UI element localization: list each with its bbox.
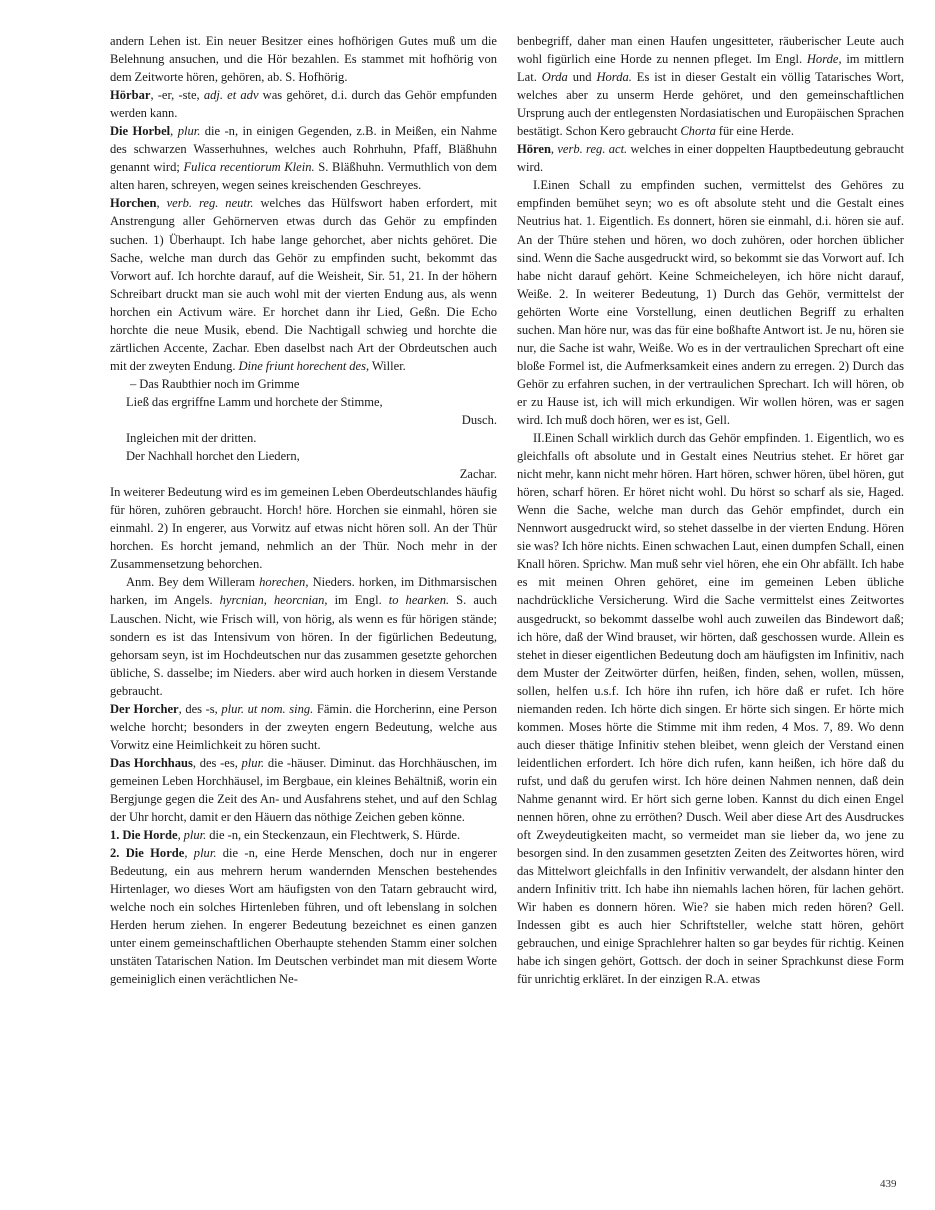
verse-quotation-dusch bbox=[110, 375, 497, 429]
entry-horcher: Der Horcher, des -s, plur. ut nom. sing. Fämin. die Horcherinn, eine Person welche horcht; besonders in der zweyten engern Bedeutung, welche aus Vorwitz eine Heimlichkeit zu hören sucht. bbox=[110, 701, 498, 752]
entry-hofhoerig-continuation: andern Lehen ist. Ein neuer Besitzer eines hofhörigen Gutes muß um die Belehnung ansuchen, und die Hör bezahlen. Es stammet mit hofhörig von dem Zeitworte hören, gehören, ab. S. Hofhörig. bbox=[110, 34, 497, 85]
grammar-label: plur. bbox=[183, 828, 207, 843]
verse-line: Der Nachhall horchet den Liedern, bbox=[126, 449, 300, 464]
verse-line: Ließ das ergriffne Lamm und horchete der Stimme, bbox=[126, 394, 383, 409]
verse-line: – Das Raubthier noch im Grimme bbox=[130, 376, 300, 391]
entry-horchen: Horchen, verb. reg. neutr. welches das Hülfswort haben erfordert, mit Anstrengung aller Gehörnerven etwas durch das Gehör zu empfinden suchen. 1) Überhaupt. Ich habe lange gehorchet, aber nichts gehöret. Die Sache, welche man durch das Gehör zu empfinden sucht, bekommt das Vorwort auf. Ich horchte darauf, auf die Weisheit, Sir. 51, 21. In der höhern Schreibart druckt man sie auch wohl mit der vierten Endung aus, als wenn horchen ein Activum wäre. Er horchet dann ihr Lied, Geßn. Die Echo horchte die neue Musik, ebend. Die Nachtigall schwieg und horchte die zärtlichen Accente, Zachar. Eben daselbst nach Art der Obrdeutschen auch mit der zweyten Endung. Dine friunt horechent des, Willer. bbox=[110, 196, 497, 373]
headword: Das Horchhaus bbox=[110, 755, 193, 770]
headword: Hörbar bbox=[110, 88, 151, 103]
headword: Der Horcher bbox=[110, 701, 179, 716]
verse-quotation-zachar bbox=[110, 447, 497, 483]
headword: 1. Die Horde bbox=[110, 828, 178, 843]
verse-attribution: Dusch. bbox=[461, 412, 497, 427]
headword: 2. Die Horde bbox=[110, 846, 185, 861]
verse-attribution: Zachar. bbox=[459, 467, 497, 482]
grammar-label: plur. bbox=[241, 755, 265, 770]
page-number: 439 bbox=[880, 1178, 897, 1190]
verse-intro-line: Ingleichen mit der dritten. bbox=[126, 431, 257, 446]
entry-horde-2-continuation: benbegriff, daher man einen Haufen ungesitteter, räuberischer Leute auch wohl figürlich eine Horde zu nennen pfleget. Im Engl. Horde, im mittlern Lat. Orda und Horda. Es ist in dieser Gestalt ein völlig Tatarisches Wort, welches aber zu unserm Herde gehöret, und den gemeinschaftlichen Ursprung auch der entlegensten Nordasiatischen und Europäischen Sprachen bestätigt. Schon Kero gebraucht Chorta für eine Herde. bbox=[517, 34, 905, 139]
entry-horchen-continuation: In weiterer Bedeutung wird es im gemeinen Leben Oberdeutschlandes häufig für hören, zuhören gebraucht. Horch! höre. Horchen sie einmahl, hören sie einmahl. 2) In engerer, aus Vorwitz auf etwas nicht hören soll. An der Thür horchen. Es horcht jemand, nehmlich an der Thür. Noch mehr in der Zusammensetzung behorchen. bbox=[110, 485, 497, 572]
entry-hoeren: Hören, verb. reg. act. welches in einer doppelten Hauptbedeutung gebraucht wird. bbox=[517, 142, 904, 175]
latin-name: Fulica recentiorum Klein. bbox=[183, 160, 315, 175]
entry-horchen-note: Anm. Bey dem Willeram horechen, Nieders. horken, im Dithmarsischen harken, im Angels. hyrcnian, heorcnian, im Engl. to hearken. S. auch Lauschen. Nicht, wie Frisch will, von hörig, als wenn es für hörigen stände; sondern es ist das Intensivum von hören. In der figürlichen Bedeutung, gehorsam seyn, ist im Hochdeutschen nur das zusammen gesetzte gehorchen übliche, S. dasselbe; im Nieders. aber wird auch horken in diesem Verstande gebraucht. bbox=[110, 575, 498, 698]
right-column bbox=[517, 32, 904, 988]
entry-horbel: Die Horbel, plur. die -n, in einigen Gegenden, z.B. in Meißen, ein Nahme des schwarzen Wasserhuhnes, welches auch Rohrhuhn, Pfaff, Bläßhuhn genannt wird; Fulica recentiorum Klein. S. Bläßhuhn. Vermuthlich von dem alten haren, schreyen, wegen seines kreischenden Geschreyes. bbox=[110, 124, 498, 193]
headword: Horchen bbox=[110, 196, 157, 211]
entry-hoeren-sense-1: I.Einen Schall zu empfinden suchen, vermittelst des Gehöres zu empfinden bemühet seyn; wo es oft absolute steht und die Gestalt eines Neutrius hat. 1. Eigentlich. Es donnert, hören sie einmahl, d.i. hören sie auf. An der Thüre stehen und hören, wo doch zuhören, oder horchen üblicher sind. Wenn die Sache ausgedruckt wird, so bekommt sie das Vorwort auf. Ich habe nicht darauf gehört. Keine Schmeicheleyen, ich höre nicht darauf, Weiße. 2. In weiterer Bedeutung, 1) Durch das Gehör, vermittelst der gehörten Worte eine Vorstellung, einen deutlichen Begriff zu erhalten suchen. Man höre nur, was das für eine boßhafte Antwort ist. Je nu, hören sie nur, die Sache ist wahr, Weiße. Wo es in der vertraulichen Sprechart oft eine bloße Formel ist, die Aufmerksamkeit eines andern zu erregen. 2) Durch das Gehör zu erfahren suchen, in der vertraulichen Sprechart. Ich will hören, ob er zu Hause ist, ich will mich erkundigen. Wir wollen hören, was er sagen wird. Ich muß doch hören, wer es ist, Gell. bbox=[517, 178, 904, 427]
entry-hoerbar: Hörbar, -er, -ste, adj. et adv was gehöret, d.i. durch das Gehör empfunden werden kann. bbox=[110, 88, 497, 121]
left-column bbox=[110, 32, 497, 988]
grammar-label: plur. bbox=[177, 124, 201, 139]
entry-horchhaus: Das Horchhaus, des -es, plur. die -häuser. Diminut. das Horchhäuschen, im gemeinen Leben Horchhäusel, im Bergbaue, ein kleines Behältniß, worin ein Bergjunge gegen die Zeit des An- und Ausfahrens stehet, und auf den Schlag der Uhr horcht, damit er den Häuern das nöthige Zeichen geben könne. bbox=[110, 755, 497, 825]
entry-horde-2: 2. Die Horde, plur. die -n, eine Herde Menschen, doch nur in engerer Bedeutung, ein aus mehrern herum wandernden Menschen bestehendes Hirtenlager, wo dieses Wort am häufigsten von den Tatarn gebraucht wird, welche noch ein solches Hirtenleben führen, und oft lebenslang in solchen Herden herum ziehen. In engerer Bedeutung bezeichnet es einen ganzen unter einem gemeinschaftlichen Oberhaupte stehenden Stamm einer solchen unstäten Tatarischen Nation. Im Deutschen verbindet man mit diesem Worte gemeiniglich einen verächtlichen Ne- bbox=[110, 846, 497, 987]
grammar-label: plur. bbox=[193, 846, 217, 861]
grammar-label: verb. reg. neutr. bbox=[166, 196, 254, 211]
old-german-quote: Dine friunt horechent des, bbox=[238, 358, 370, 373]
entry-hoeren-sense-2: II.Einen Schall wirklich durch das Gehör empfinden. 1. Eigentlich, wo es gleichfalls oft absolute und in Gestalt eines Neutrius stehet. Er höret gar nicht mehr, kann nicht mehr hören. Hart hören, schwer hören, übel hören, gut hören, scharf hören. Er höret nicht wohl. Du hörst so scharf als sie, Haged. Wenn die Sache, welche man durch das Gehör empfindet, durch ein Nennwort ausgedruckt wird, so stehet dasselbe in der vierten Endung. Hören sie was? Ich höre nichts. Einen schwachen Laut, einen dumpfen Schall, einen Knall hören. Sprichw. Man muß sehr viel hören, ehe ein Ohr abfällt. Ich habe es mit meinen Ohren gehöret, eine im gemeinen Leben übliche nachdrückliche Versicherung. Wird die Sache vermittelst eines Zeitwortes ausgedruckt, so bekommt dasselbe wohl auch zuweilen das Bindewort daß; ich höre, daß der Wind brauset, wir hörten, daß geschossen wurde. Allein es stehet in dieser eigentlichen Bedeutung doch am häufigsten im Infinitiv, nach dem Muster der Zeitwörter dürfen, heißen, finden, sehen, wollen, müssen, sollen, helfen u.s.f. Ich höre ihn rufen, ich höre daß er rufet. Ich höre niemanden reden. Ich hörte dich singen. Er hörte sich singen. Er hörte mich kommen. Moses hörte die Stimme mit ihm reden, 4 Mos. 7, 89. Wo denn auch dieser thätige Infinitiv stehen bleibet, wenn gleich der Verstand einen leidentlichen erfordert. Ich höre dich rufen, kann heißen, ich höre daß du rufst, und daß du gerufen wirst. Ich höre deinen Nahmen nennen, daß dein Nahme genannt wird. Er hört sich gerne loben. Kannst du dich einen Engel nennen hören, ohne zu erröthen? Dusch. Weil aber diese Art des Ausdruckes oft Zweydeutigkeiten macht, so vermeidet man sie lieber da, wo jene zu besorgen sind. In den zusammen gesetzten Zeiten des Zeitwortes hören, wird das Mittelwort gleichfalls in den Infinitiv verwandelt, der alsdann hinter den andern Infinitiv tritt. Ich habe ihn niemahls lachen hören, für lachen gehört. Wir haben es donnern hören. Wie? sie haben mich reden hören? Gell. Indessen gibt es auch hier Schriftsteller, welche statt hören, gehört gebrauchen, und einige Sprachlehrer halten so gar beydes für richtig. Keinen habe ich singen gehört, Gottsch. der doch in seiner Sprachkunst diese Form für unrichtig erkläret. In der einzigen R.A. etwas bbox=[517, 431, 904, 987]
headword: Hören bbox=[517, 142, 551, 157]
grammar-label: adj. et adv bbox=[203, 88, 259, 103]
entry-horde-1: 1. Die Horde, plur. die -n, ein Steckenzaun, ein Flechtwerk, S. Hürde. bbox=[110, 828, 461, 843]
headword: Die Horbel bbox=[110, 124, 171, 139]
grammar-label: plur. ut nom. sing. bbox=[221, 701, 314, 716]
grammar-label: verb. reg. act. bbox=[557, 142, 628, 157]
